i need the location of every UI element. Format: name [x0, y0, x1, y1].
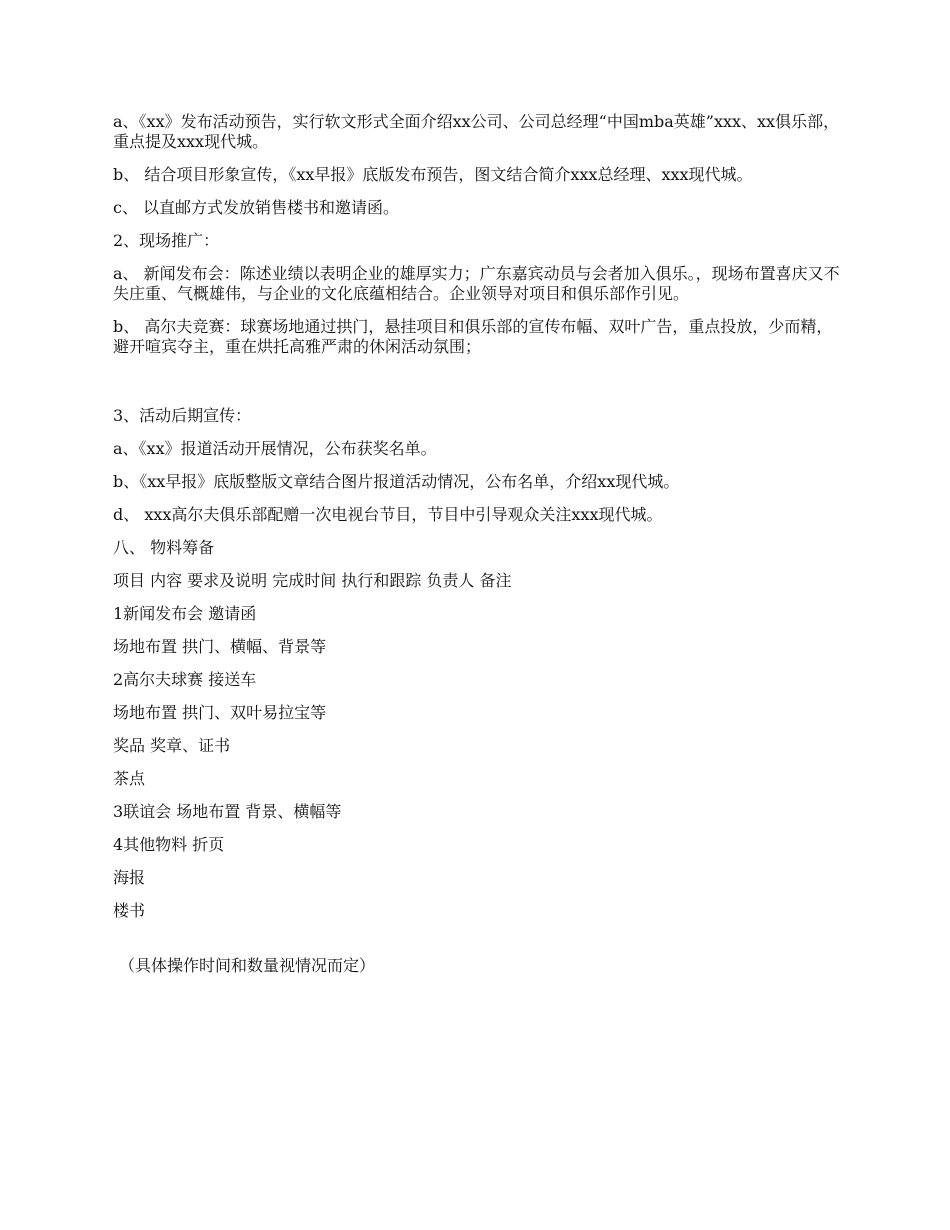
- materials-line: 海报: [113, 868, 146, 887]
- materials-line: 3联谊会 场地布置 背景、横幅等: [113, 802, 342, 821]
- section-heading-materials: 八、 物料筹备: [113, 538, 215, 557]
- materials-line: 楼书: [113, 901, 146, 920]
- paragraph-onsite-b: b、 高尔夫竞赛：球赛场地通过拱门，悬挂项目和俱乐部的宣传布幅、双叶广告，重点投放，少而精，避开喧宾夺主，重在烘托高雅严肃的休闲活动氛围；: [113, 317, 833, 356]
- paragraph-promo-c: c、 以直邮方式发放销售楼书和邀请函。: [113, 198, 400, 217]
- materials-line: 奖品 奖章、证书: [113, 736, 231, 755]
- materials-line: 4其他物料 折页: [113, 835, 225, 854]
- closing-note: （具体操作时间和数量视情况而定）: [119, 956, 376, 975]
- materials-line: 茶点: [113, 769, 146, 788]
- paragraph-post-b: b、《xx早报》底版整版文章结合图片报道活动情况，公布名单，介绍xx现代城。: [113, 472, 680, 491]
- paragraph-promo-a: a、《xx》发布活动预告，实行软文形式全面介绍xx公司、公司总经理“中国mba英雄”xxx、xx俱乐部，重点提及xxx现代城。: [113, 112, 840, 151]
- materials-line: 2高尔夫球赛 接送车: [113, 670, 257, 689]
- materials-header-line: 项目 内容 要求及说明 完成时间 执行和跟踪 负责人 备注: [113, 571, 512, 590]
- paragraph-onsite-a: a、 新闻发布会：陈述业绩以表明企业的雄厚实力；广东嘉宾动员与会者加入俱乐。，现场布置喜庆又不失庄重、气概雄伟，与企业的文化底蕴相结合。企业领导对项目和俱乐部作引见。: [113, 264, 840, 303]
- paragraph-post-d: d、 xxx高尔夫俱乐部配赠一次电视台节目，节目中引导观众关注xxx现代城。: [113, 505, 663, 524]
- spacer: [113, 370, 843, 406]
- materials-line: 场地布置 拱门、双叶易拉宝等: [113, 703, 327, 722]
- section-heading-post: 3、活动后期宣传：: [113, 406, 252, 425]
- paragraph-post-a: a、《xx》报道活动开展情况，公布获奖名单。: [113, 439, 437, 458]
- spacer: [113, 934, 843, 956]
- materials-line: 1新闻发布会 邀请函: [113, 604, 257, 623]
- section-heading-onsite: 2、现场推广：: [113, 231, 220, 250]
- paragraph-promo-b: b、 结合项目形象宣传，《xx早报》底版发布预告，图文结合简介xxx总经理、xxx现代城。: [113, 165, 753, 184]
- materials-line: 场地布置 拱门、横幅、背景等: [113, 637, 327, 656]
- document-body: [113, 112, 843, 989]
